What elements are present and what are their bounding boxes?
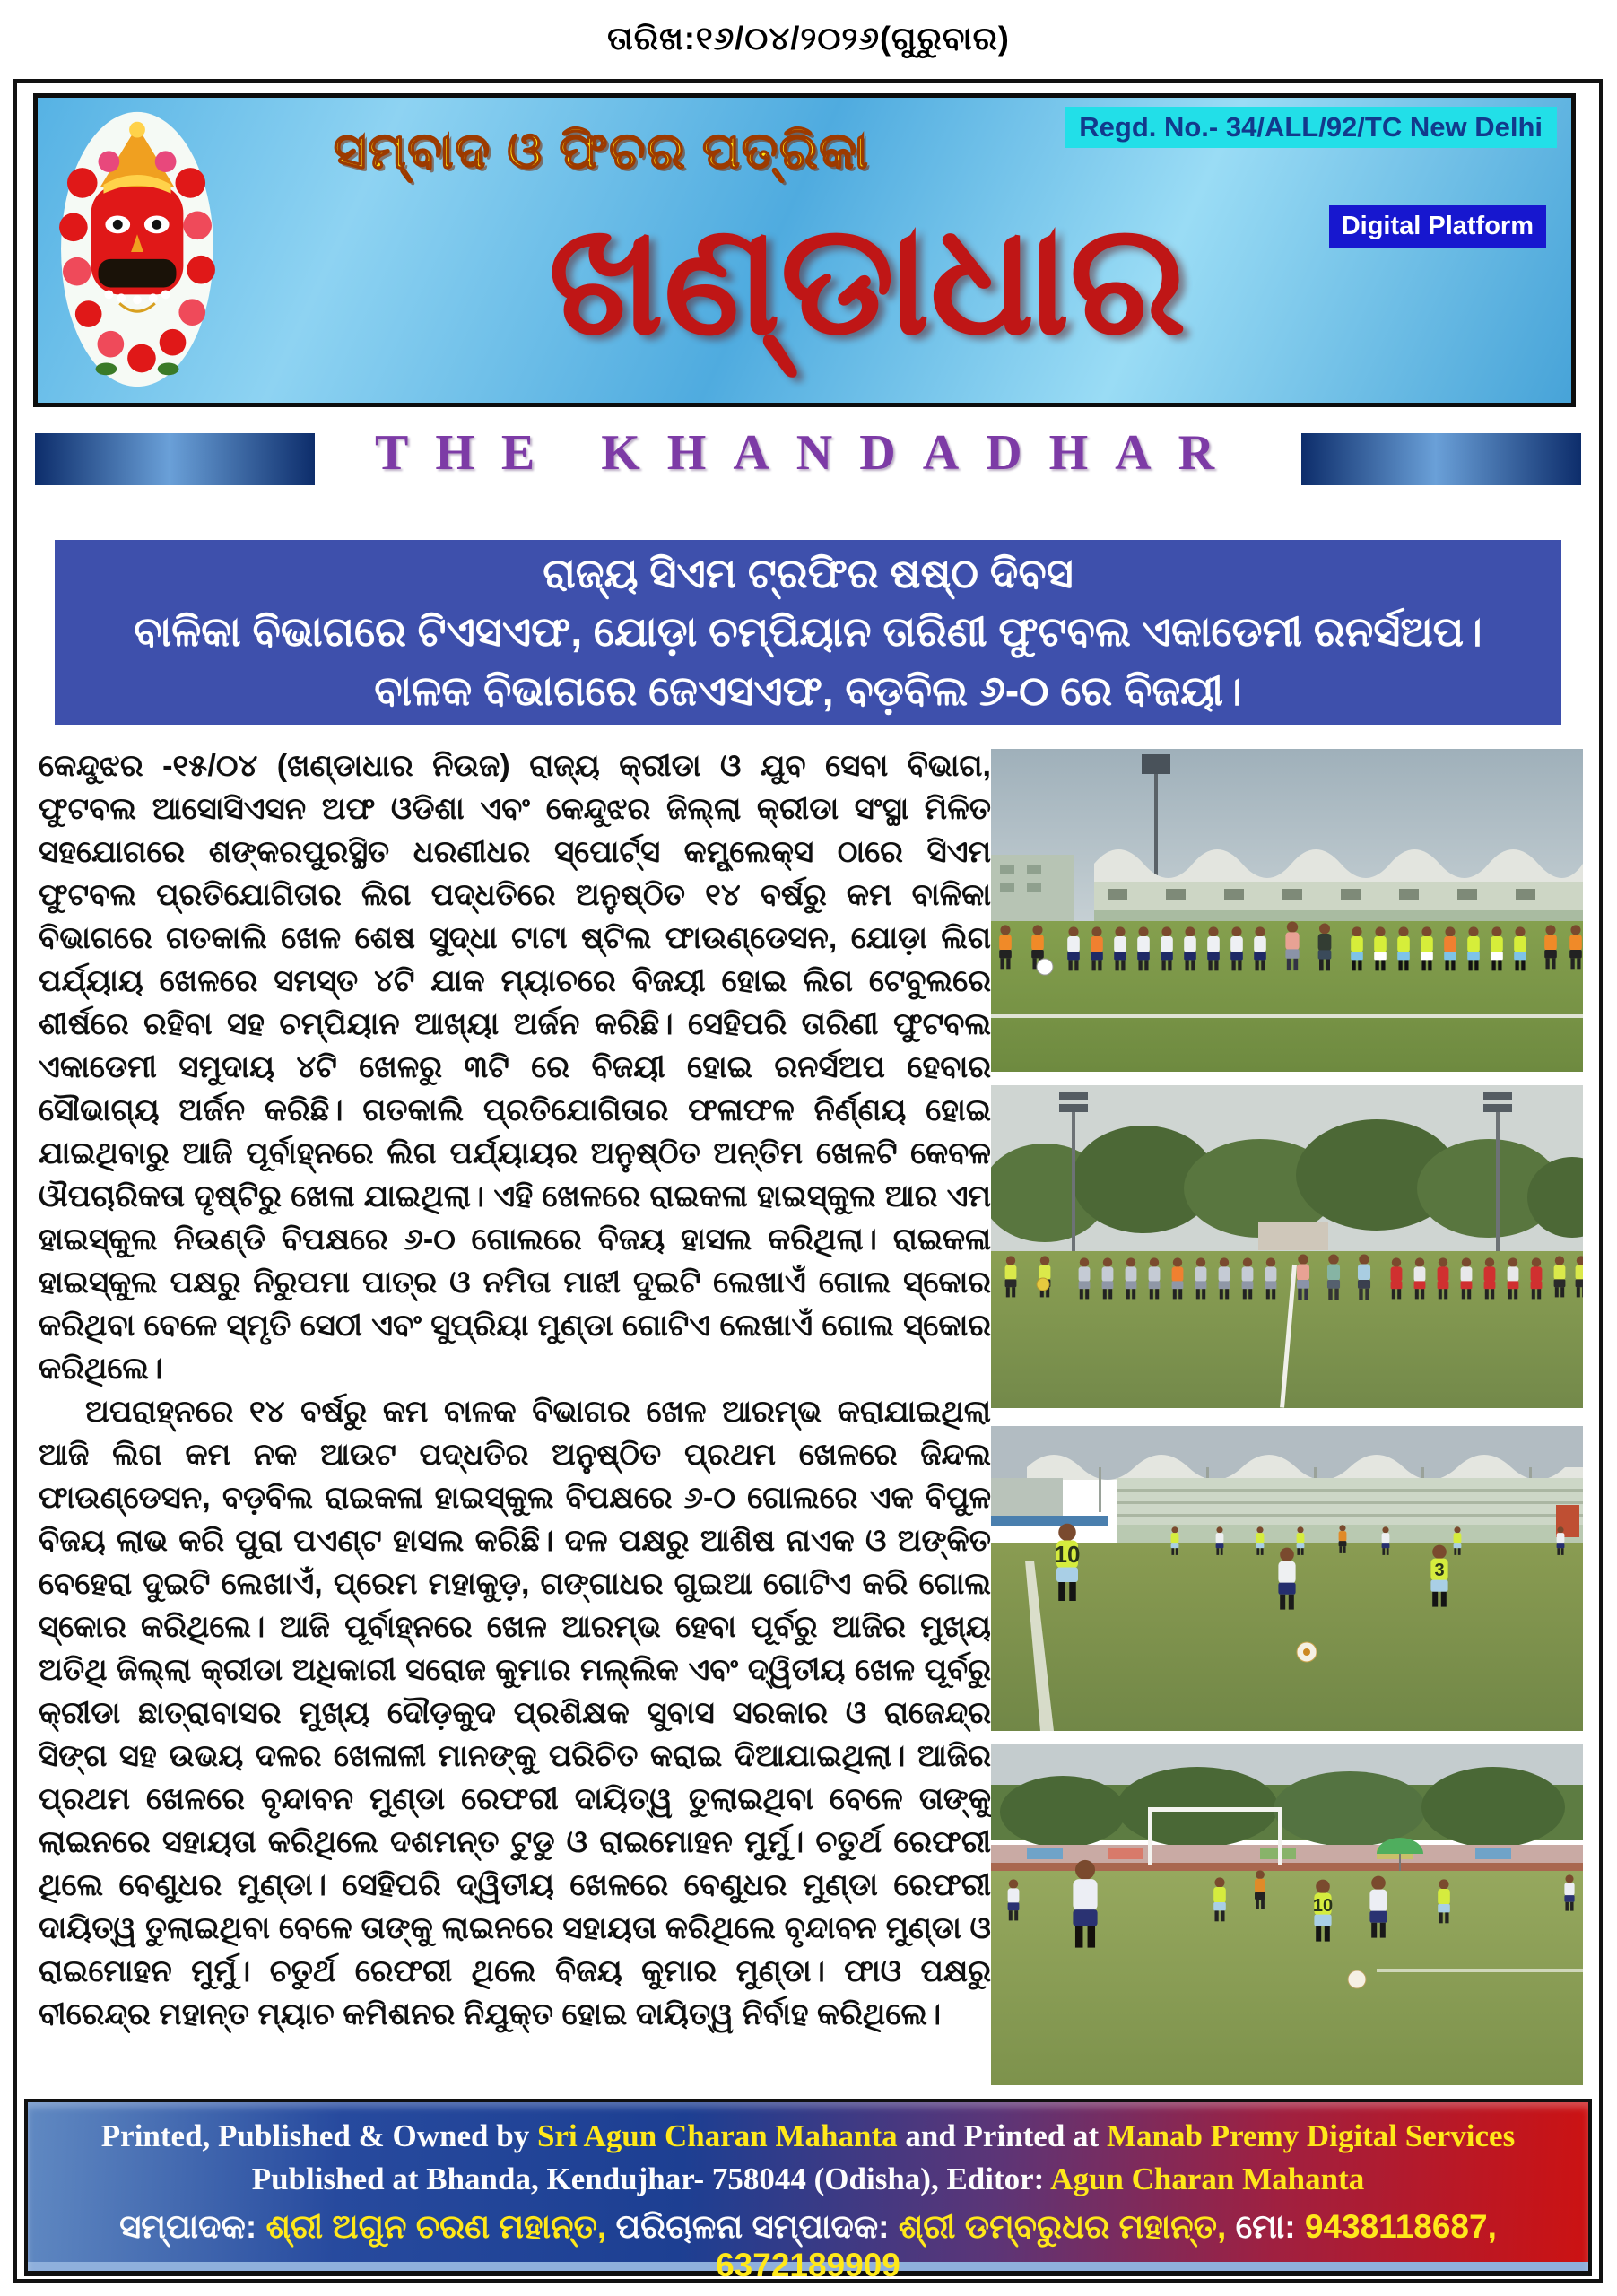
banner-bar-right [1301, 433, 1581, 485]
bib-number-center: 10 [1312, 1896, 1334, 1916]
date-line: ତାରିଖ:୧୬/୦୪/୨୦୨୬(ଗୁରୁବାର) [607, 20, 1010, 57]
footer-phone-numbers: 9438118687, 6372189909 [716, 2208, 1497, 2283]
english-title-banner [17, 412, 1599, 503]
article-paragraph-1: କେନ୍ଦୁଝର -୧୫/୦୪ (ଖଣ୍ଡାଧାର ନିଉଜ) ରାଜ୍ୟ କ୍ରୀଡା ଓ ଯୁବ ସେବା ବିଭାଗ, ଫୁଟବଲ ଆସୋସିଏସନ ଅଫ ଓଡିଶା ଏବଂ କେନ୍ଦୁଝର ଜିଲ୍ଲା କ୍ରୀଡା ସଂସ୍ଥା ମିଳିତ ସହଯୋଗରେ ଶଙ୍କରପୁରସ୍ଥିତ ଧରଣୀଧର ସ୍ପୋର୍ଟ୍ସ କମ୍ପ୍ଲେକ୍ସ ଠାରେ ସିଏମ ଫୁଟବଲ ପ୍ରତିଯୋଗିତାର ଲିଗ ପଦ୍ଧତିରେ ଅନୁଷ୍ଠିତ ୧୪ ବର୍ଷରୁ କମ ବାଳିକା ବିଭାଗରେ ଗତକାଲି ଖେଳ ଶେଷ ସୁଦ୍ଧା ଟାଟା ଷ୍ଟିଲ ଫାଉଣ୍ଡେସନ, ଯୋଡ଼ା ଲିଗ ପର୍ଯ୍ୟାୟ ଖେଳରେ ସମସ୍ତ ୪ଟି ଯାକ ମ୍ୟାଚରେ ବିଜୟୀ ହୋଇ ଲିଗ ଟେବୁଲରେ ଶୀର୍ଷରେ ରହିବା ସହ ଚମ୍ପିୟାନ ଆଖ୍ୟା ଅର୍ଜନ କରିଛି। ସେହିପରି ତାରିଣୀ ଫୁଟବଲ ଏକାଡେମୀ ସମୁଦାୟ ୪ଟି ଖେଳରୁ ୩ଟି ରେ ବିଜୟୀ ହୋଇ ରନର୍ସଅପ ହେବାର ସୌଭାଗ୍ୟ ଅର୍ଜନ କରିଛି। ଗତକାଲି ପ୍ରତିଯୋଗିତାର ଫଳାଫଳ ନିର୍ଣ୍ଣୟ ହୋଇ ଯାଇଥିବାରୁ ଆଜି ପୂର୍ବାହ୍ନରେ ଲିଗ ପର୍ଯ୍ୟାୟର ଅନୁଷ୍ଠିତ ଅନ୍ତିମ ଖେଳଟି କେବଳ ଔପଚାରିକତା ଦୃଷ୍ଟିରୁ ଖେଳା ଯାଇଥିଲା। ଏହି ଖେଳରେ ରାଇକଳା ହାଇସ୍କୁଲ ଆର ଏମ ହାଇସ୍କୁଲ ନିଉଣ୍ଡି ବିପକ୍ଷରେ ୬-୦ ଗୋଲରେ ବିଜୟ ହାସଲ କରିଥିଲା। ରାଇକଳା ହାଇସ୍କୁଲ ପକ୍ଷରୁ ନିରୁପମା ପାତ୍ର ଓ ନମିତା ମାଝୀ ଦୁଇଟି ଲେଖାଏଁ ଗୋଲ ସ୍କୋର କରିଥିବା ବେଳେ ସ୍ମୃତି ସେଠୀ ଏବଂ ସୁପ୍ରିୟା ମୁଣ୍ଡା ଗୋଟିଏ ଲେଖାଏଁ ଗୋଲ ସ୍କୋର କରିଥିଲେ। [39, 749, 991, 1386]
masthead-title: ଖଣ୍ଡାଧାର [548, 194, 1187, 366]
photo-girls-team-lineup [991, 749, 1583, 1072]
deity-emblem-icon [52, 103, 222, 396]
footer-text: ପରିଚାଳନା ସମ୍ପାଦକ: [615, 2208, 890, 2245]
footer-owner-name: Sri Agun Charan Mahanta [536, 2118, 898, 2153]
registration-number: Regd. No.- 34/ALL/92/TC New Delhi [1065, 107, 1557, 148]
footer-imprint-line-1 [28, 2118, 1588, 2154]
blue-shade [991, 1516, 1108, 1526]
headline-line-3: ବାଳକ ବିଭାଗରେ ଜେଏସଏଫ, ବଡ଼ବିଲ ୬-୦ ରେ ବିଜୟୀ। [374, 666, 1242, 714]
bib-number-right: 3 [1434, 1561, 1445, 1580]
photo-match-action-1 [991, 1426, 1583, 1731]
masthead [33, 93, 1576, 407]
article-body [39, 744, 991, 2036]
building [1258, 1222, 1328, 1250]
footer-editor-odia: ଶ୍ରୀ ଅଗୁନ ଚରଣ ମହାନ୍ତ, [265, 2208, 607, 2245]
footer-editor-line-odia [28, 2208, 1588, 2284]
footer-text: ମୋ: [1235, 2208, 1296, 2245]
digital-platform-badge: Digital Platform [1329, 205, 1546, 248]
footer-editor-name: Agun Charan Mahanta [1050, 2161, 1365, 2196]
headline-line-2: ବାଳିକା ବିଭାଗରେ ଟିଏସଏଫ, ଯୋଡ଼ା ଚମ୍ପିୟାନ ତାରିଣୀ ଫୁଟବଲ ଏକାଡେମୀ ରନର୍ସଅପ। [134, 608, 1482, 656]
photo-match-action-2 [991, 1744, 1583, 2085]
footer-text: Published at Bhanda, Kendujhar- 758044 (Odisha), Editor: [251, 2161, 1045, 2196]
footer-text: ସମ୍ପାଦକ: [119, 2208, 257, 2245]
footer-text: Printed, Published & Owned by [100, 2118, 530, 2153]
footer-imprint-line-2 [28, 2161, 1588, 2197]
photo-boys-team-lineup [991, 1085, 1583, 1408]
article-paragraph-2: ଅପରାହ୍ନରେ ୧୪ ବର୍ଷରୁ କମ ବାଳକ ବିଭାଗର ଖେଳ ଆରମ୍ଭ କରାଯାଇଥିଲା ଆଜି ଲିଗ କମ ନକ ଆଉଟ ପଦ୍ଧତିର ଅନୁଷ୍ଠିତ ପ୍ରଥମ ଖେଳରେ ଜିନ୍ଦଲ ଫାଉଣ୍ଡେସନ, ବଡ଼ବିଲ ରାଇକଳା ହାଇସ୍କୁଲ ବିପକ୍ଷରେ ୬-୦ ଗୋଲରେ ଏକ ବିପୁଳ ବିଜୟ ଲାଭ କରି ପୁରା ପଏଣ୍ଟ ହାସଲ କରିଛି। ଦଳ ପକ୍ଷରୁ ଆଶିଷ ନାଏକ ଓ ଅଙ୍କିତ ବେହେରା ଦୁଇଟି ଲେଖାଏଁ, ପ୍ରେମ ମହାକୁଡ଼, ଗଙ୍ଗାଧର ଗୁଇଆ ଗୋଟିଏ କରି ଗୋଲ ସ୍କୋର କରିଥିଲେ। ଆଜି ପୂର୍ବାହ୍ନରେ ଖେଳ ଆରମ୍ଭ ହେବା ପୂର୍ବରୁ ଆଜିର ମୁଖ୍ୟ ଅତିଥି ଜିଲ୍ଲା କ୍ରୀଡା ଅଧିକାରୀ ସରୋଜ କୁମାର ମଲ୍ଲିକ ଏବଂ ଦ୍ୱିତୀୟ ଖେଳ ପୂର୍ବରୁ କ୍ରୀଡା ଛାତ୍ରାବାସର ମୁଖ୍ୟ ଦୌଡ଼କୁଦ ପ୍ରଶିକ୍ଷକ ସୁବାସ ସରକାର ଓ ରାଜେନ୍ଦ୍ର ସିଙ୍ଗ ସହ ଉଭୟ ଦଳର ଖେଳାଳୀ ମାନଙ୍କୁ ପରିଚିତ କରାଇ ଦିଆଯାଇଥିଲା। ଆଜିର ପ୍ରଥମ ଖେଳରେ ବୃନ୍ଦାବନ ମୁଣ୍ଡା ରେଫରୀ ଦାୟିତ୍ୱ ତୁଲାଇଥିବା ବେଳେ ତାଙ୍କୁ ଲାଇନରେ ସହାୟତା କରିଥିଲେ ଦଶମନ୍ତ ଟୁଡୁ ଓ ରାଇମୋହନ ମୁର୍ମୁ। ଚତୁର୍ଥ ରେଫରୀ ଥିଲେ ବେଣୁଧର ମୁଣ୍ଡା। ସେହିପରି ଦ୍ୱିତୀୟ ଖେଳରେ ବେଣୁଧର ମୁଣ୍ଡା ରେଫରୀ ଦାୟିତ୍ୱ ତୁଲାଇଥିବା ବେଳେ ତାଙ୍କୁ ଲାଇନରେ ସହାୟତା କରିଥିଲେ ବୃନ୍ଦାବନ ମୁଣ୍ଡା ଓ ରାଇମୋହନ ମୁର୍ମୁ। ଚତୁର୍ଥ ରେଫରୀ ଥିଲେ ବିଜୟ କୁମାର ମୁଣ୍ଡା। ଫାଓ ପକ୍ଷରୁ ବୀରେନ୍ଦ୍ର ମହାନ୍ତ ମ୍ୟାଚ କମିଶନର ନିଯୁକ୍ତ ହୋଇ ଦାୟିତ୍ୱ ନିର୍ବାହ କରିଥିଲେ। [39, 1395, 991, 2031]
headline-box [55, 540, 1561, 725]
headline-line-1: ରାଜ୍ୟ ସିଏମ ଟ୍ରଫିର ଷଷ୍ଠ ଦିବସ [543, 549, 1074, 596]
page-border [13, 79, 1603, 2283]
pitch-line [1377, 1969, 1583, 1972]
footer-text: and Printed at [905, 2118, 1100, 2153]
footer-printer-name: Manab Premy Digital Services [1106, 2118, 1516, 2153]
football [1348, 1970, 1366, 1988]
footer-managing-editor-odia: ଶ୍ରୀ ଡମ୍ବରୁଧର ମହାନ୍ତ, [898, 2208, 1227, 2245]
masthead-tagline: ସମ୍ବାଦ ଓ ଫିଚର ପତ୍ରିକା [334, 122, 870, 178]
bib-number-left: 10 [1054, 1541, 1081, 1568]
english-title: THE KHANDADHAR [374, 425, 1242, 481]
footer-box [24, 2099, 1592, 2283]
